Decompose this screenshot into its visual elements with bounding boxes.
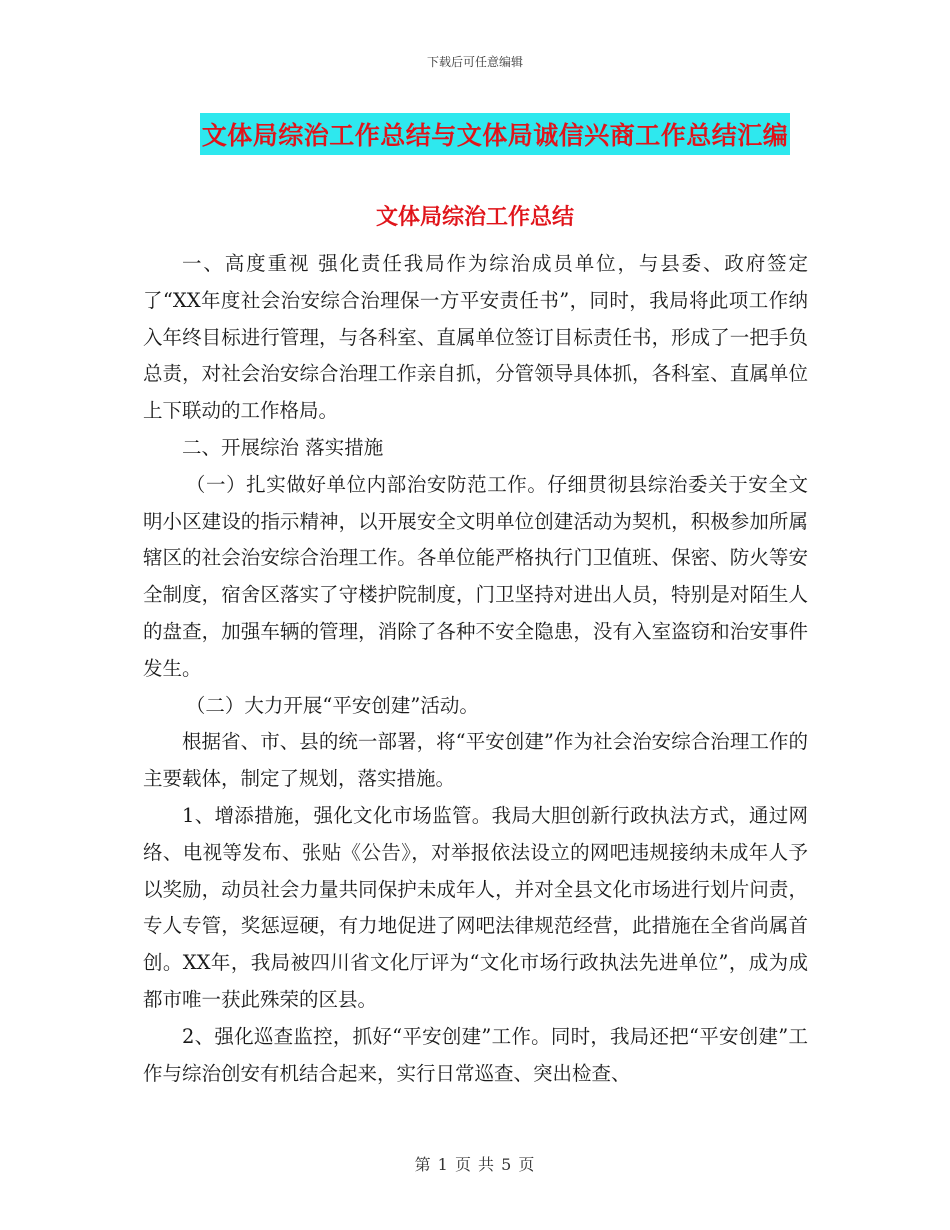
paragraph-2: 二、开展综治 落实措施 xyxy=(182,435,384,459)
paragraph-6: 1、增添措施，强化文化市场监管。我局大胆创新行政执法方式，通过网络、电视等发布、张贴《公告》，对举报依法设立的网吧违规接纳未成年人予以奖励，动员社会力量共同保护未成年人，并对全县文化市场进行划片问责，专人专管，奖惩逗硬，有力地促进了网吧法律规范经营，此措施在全省尚属首创。XX年，我局被四川省文化厅评为“文化市场行政执法先进单位”，成为成都市唯一获此殊荣的区县。 xyxy=(143,803,808,1011)
document-body xyxy=(143,246,808,1092)
paragraph-5: 根据省、市、县的统一部署，将“平安创建”作为社会治安综合治理工作的主要载体，制定了规划，落实措施。 xyxy=(143,730,808,791)
paragraph-3: （一）扎实做好单位内部治安防范工作。仔细贯彻县综治委关于安全文明小区建设的指示精神，以开展安全文明单位创建活动为契机，积极参加所属辖区的社会治安综合治理工作。各单位能严格执行门卫值班、保密、防火等安全制度，宿舍区落实了守楼护院制度，门卫坚持对进出人员，特别是对陌生人的盘查，加强车辆的管理，消除了各种不安全隐患，没有入室盗窃和治安事件发生。 xyxy=(143,472,808,680)
paragraph-1: 一、高度重视 强化责任我局作为综治成员单位，与县委、政府签定了“XX年度社会治安综合治理保一方平安责任书”，同时，我局将此项工作纳入年终目标进行管理，与各科室、直属单位签订目标责任书，形成了一把手负总责，对社会治安综合治理工作亲自抓，分管领导具体抓，各科室、直属单位上下联动的工作格局。 xyxy=(143,252,808,423)
page-footer: 第 1 页 共 5 页 xyxy=(414,1155,536,1174)
document-title-wrap xyxy=(0,113,950,155)
section-title: 文体局综治工作总结 xyxy=(375,205,574,230)
document-title: 文体局综治工作总结与文体局诚信兴商工作总结汇编 xyxy=(200,113,791,155)
paragraph-7: 2、强化巡查监控，抓好“平安创建”工作。同时，我局还把“平安创建”工作与综治创安有机结合起来，实行日常巡查、突出检查、 xyxy=(143,1024,808,1085)
page-header-note: 下载后可任意编辑 xyxy=(426,55,523,69)
paragraph-4: （二）大力开展“平安创建”活动。 xyxy=(185,693,479,717)
